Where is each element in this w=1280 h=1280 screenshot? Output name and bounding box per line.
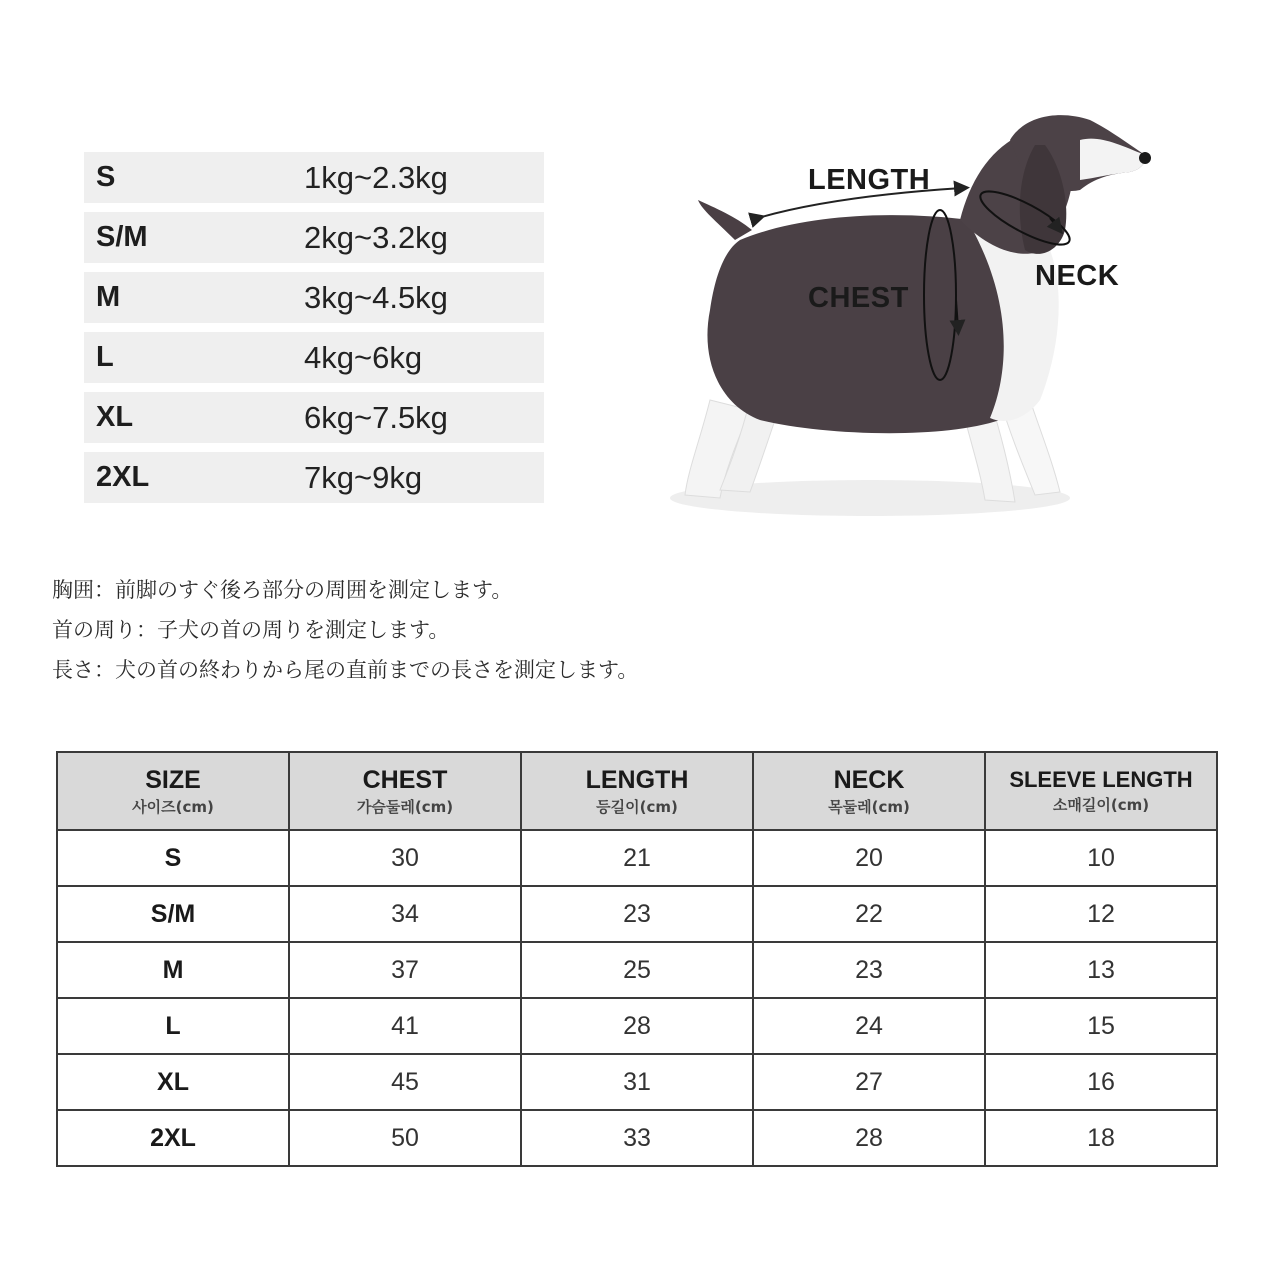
header-sleeve-length: SLEEVE LENGTH 소매길이(cm): [985, 752, 1217, 830]
table-row: [57, 998, 1217, 1054]
neck-cell: 20: [753, 830, 985, 886]
header-size: SIZE 사이즈(cm): [57, 752, 289, 830]
chest-cell: 34: [289, 886, 521, 942]
weight-row: [84, 452, 544, 503]
table-row: [57, 1054, 1217, 1110]
weight-size: M: [96, 281, 121, 313]
weight-size: S: [96, 161, 116, 193]
neck-cell: 27: [753, 1054, 985, 1110]
note-chest: 胸囲：前脚のすぐ後ろ部分の周囲を測定します。: [52, 578, 513, 602]
length-cell: 28: [521, 998, 753, 1054]
header-chest: CHEST 가슴둘레(cm): [289, 752, 521, 830]
size-cell: 2XL: [57, 1110, 289, 1166]
sleeve-cell: 13: [985, 942, 1217, 998]
weight-row: [84, 152, 544, 203]
sleeve-cell: 10: [985, 830, 1217, 886]
header-neck: NECK 목둘레(cm): [753, 752, 985, 830]
weight-row: [84, 212, 544, 263]
length-cell: 21: [521, 830, 753, 886]
measurement-notes: [52, 570, 638, 690]
weight-range: 6kg~7.5kg: [304, 400, 448, 435]
sleeve-cell: 16: [985, 1054, 1217, 1110]
chest-cell: 50: [289, 1110, 521, 1166]
weight-row: [84, 392, 544, 443]
table-row: [57, 1110, 1217, 1166]
dog-measurement-diagram: [640, 100, 1160, 530]
weight-size: L: [96, 341, 114, 373]
table-row: [57, 886, 1217, 942]
chest-label: CHEST: [808, 282, 909, 314]
length-cell: 23: [521, 886, 753, 942]
weight-range: 1kg~2.3kg: [304, 160, 448, 195]
weight-range: 3kg~4.5kg: [304, 280, 448, 315]
sleeve-cell: 18: [985, 1110, 1217, 1166]
chest-cell: 45: [289, 1054, 521, 1110]
weight-size: S/M: [96, 221, 148, 253]
weight-size: XL: [96, 401, 134, 433]
weight-range: 4kg~6kg: [304, 340, 423, 375]
note-neck: 首の周り：子犬の首の周りを測定します。: [52, 618, 450, 642]
neck-cell: 24: [753, 998, 985, 1054]
header-length: LENGTH 등길이(cm): [521, 752, 753, 830]
weight-row: [84, 272, 544, 323]
neck-cell: 22: [753, 886, 985, 942]
size-table-header-row: [57, 752, 1217, 830]
size-cell: S: [57, 830, 289, 886]
length-cell: 33: [521, 1110, 753, 1166]
size-table: [56, 751, 1218, 1167]
weight-row: [84, 332, 544, 383]
chest-cell: 30: [289, 830, 521, 886]
length-cell: 25: [521, 942, 753, 998]
size-cell: M: [57, 942, 289, 998]
chest-cell: 41: [289, 998, 521, 1054]
note-length: 長さ：犬の首の終わりから尾の直前までの長さを測定します。: [52, 658, 639, 682]
table-row: [57, 830, 1217, 886]
table-row: [57, 942, 1217, 998]
neck-cell: 28: [753, 1110, 985, 1166]
weight-range: 2kg~3.2kg: [304, 220, 448, 255]
sleeve-cell: 15: [985, 998, 1217, 1054]
size-cell: XL: [57, 1054, 289, 1110]
length-label: LENGTH: [808, 164, 931, 196]
neck-label: NECK: [1035, 260, 1120, 292]
chest-cell: 37: [289, 942, 521, 998]
size-cell: L: [57, 998, 289, 1054]
weight-size: 2XL: [96, 461, 150, 493]
size-cell: S/M: [57, 886, 289, 942]
neck-cell: 23: [753, 942, 985, 998]
length-cell: 31: [521, 1054, 753, 1110]
sleeve-cell: 12: [985, 886, 1217, 942]
weight-range: 7kg~9kg: [304, 460, 423, 495]
